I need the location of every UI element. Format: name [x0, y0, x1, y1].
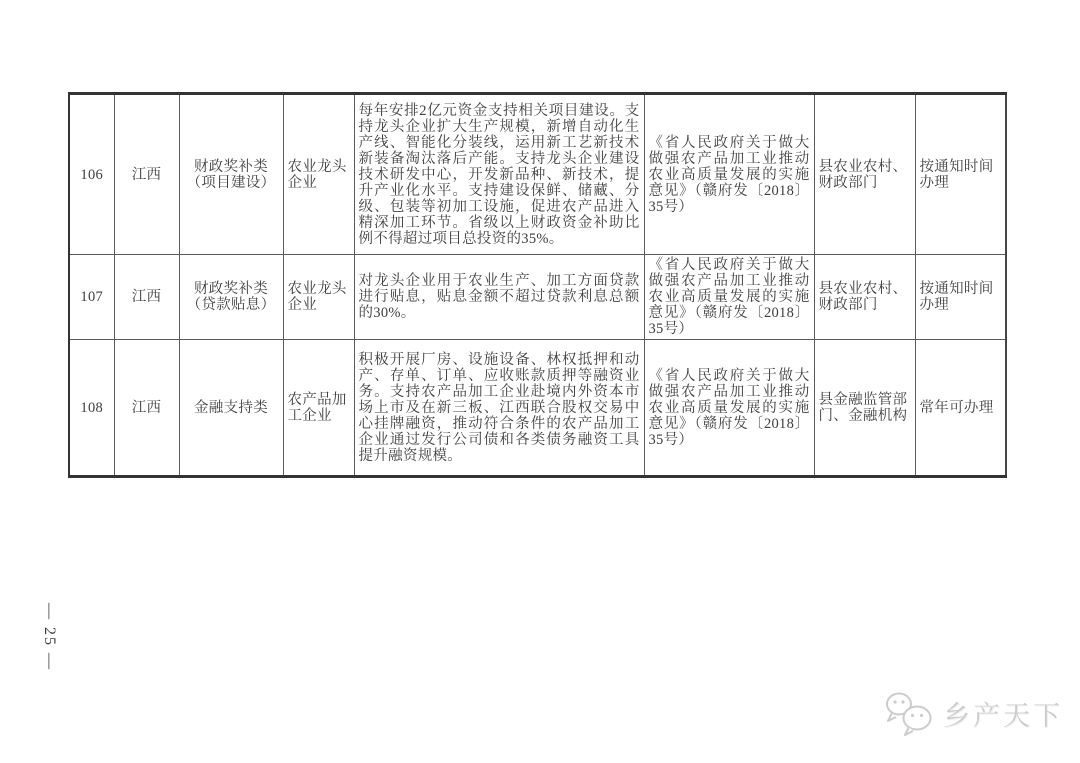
cell-basis: 《省人民政府关于做大做强农产品加工业推动农业高质量发展的实施意见》（赣府发〔2018〕35号） — [644, 94, 814, 255]
cell-schedule: 常年可办理 — [915, 340, 1006, 477]
cell-basis: 《省人民政府关于做大做强农产品加工业推动农业高质量发展的实施意见》（赣府发〔2018〕35号） — [644, 340, 814, 477]
cell-content: 每年安排2亿元资金支持相关项目建设。支持龙头企业扩大生产规模，新增自动化生产线、智能化分装线，运用新工艺新技术新装备淘汰落后产能。支持龙头企业建设技术研发中心，开发新品种、新技术，提升产业化水平。支持建设保鲜、储藏、分级、包装等初加工设施，促进农产品进入精深加工环节。省级以上财政资金补助比例不得超过项目总投资的35%。 — [354, 94, 644, 255]
cell-category: 财政奖补类（项目建设） — [179, 94, 283, 255]
cell-basis: 《省人民政府关于做大做强农产品加工业推动农业高质量发展的实施意见》（赣府发〔2018〕35号） — [644, 255, 814, 340]
cell-province: 江西 — [114, 340, 179, 477]
cell-department: 县农业农村、财政部门 — [814, 94, 915, 255]
table-row — [69, 340, 1006, 477]
table-row — [69, 94, 1006, 255]
cell-content: 积极开展厂房、设施设备、林权抵押和动产、存单、订单、应收账款质押等融资业务。支持农产品加工企业赴境内外资本市场上市及在新三板、江西联合股权交易中心挂牌融资，推动符合条件的农产品加工企业通过发行公司债和各类债务融资工具提升融资规模。 — [354, 340, 644, 477]
policy-table — [68, 92, 1007, 478]
page-number: — 25 — — [41, 603, 58, 671]
cell-department: 县农业农村、财政部门 — [814, 255, 915, 340]
brand-text: 乡产天下 — [943, 700, 1063, 731]
cell-no: 106 — [69, 94, 114, 255]
cell-target: 农业龙头企业 — [283, 94, 354, 255]
cell-no: 107 — [69, 255, 114, 340]
cell-category: 金融支持类 — [179, 340, 283, 477]
cell-province: 江西 — [114, 94, 179, 255]
table-row — [69, 255, 1006, 340]
cell-province: 江西 — [114, 255, 179, 340]
brand-watermark — [882, 690, 1063, 736]
cell-content: 对龙头企业用于农业生产、加工方面贷款进行贴息，贴息金额不超过贷款利息总额的30%。 — [354, 255, 644, 340]
cell-schedule: 按通知时间办理 — [915, 94, 1006, 255]
cell-category: 财政奖补类（贷款贴息） — [179, 255, 283, 340]
cell-schedule: 按通知时间办理 — [915, 255, 1006, 340]
chat-bubbles-icon — [882, 690, 936, 736]
cell-target: 农业龙头企业 — [283, 255, 354, 340]
cell-target: 农产品加工企业 — [283, 340, 354, 477]
cell-department: 县金融监管部门、金融机构 — [814, 340, 915, 477]
cell-no: 108 — [69, 340, 114, 477]
